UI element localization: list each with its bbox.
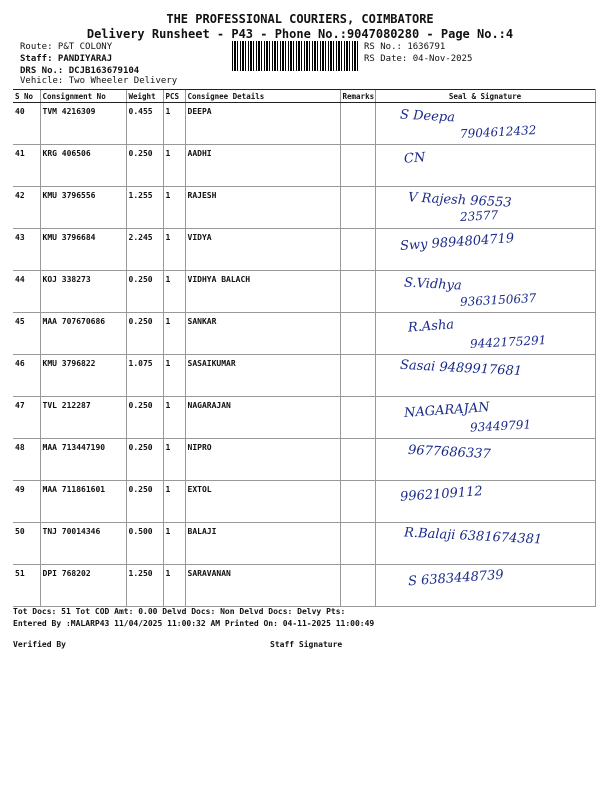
row-consignee: DEEPA (185, 103, 340, 145)
row-sno: 47 (13, 397, 40, 439)
rs-no-label: RS No.: 1636791 (364, 42, 446, 52)
row-consignment: TVM 4216309 (40, 103, 126, 145)
row-weight: 0.500 (126, 523, 163, 565)
row-sno: 49 (13, 481, 40, 523)
handwritten-signature: S.Vidhya (403, 275, 463, 294)
runsheet-title: Delivery Runsheet - P43 - Phone No.:9047080280 - Page No.:4 (86, 27, 514, 41)
row-consignee: EXTOL (185, 481, 340, 523)
handwritten-signature: 9962109112 (399, 484, 484, 505)
row-sno: 40 (13, 103, 40, 145)
row-pcs: 1 (163, 313, 185, 355)
row-pcs: 1 (163, 103, 185, 145)
row-pcs: 1 (163, 481, 185, 523)
row-sno: 43 (13, 229, 40, 271)
rs-date-label: RS Date: 04-Nov-2025 (364, 54, 473, 64)
row-pcs: 1 (163, 145, 185, 187)
row-consignment: DPI 768202 (40, 565, 126, 607)
row-remarks (340, 271, 375, 313)
row-consignee: RAJESH (185, 187, 340, 229)
row-consignee: SARAVANAN (185, 565, 340, 607)
row-pcs: 1 (163, 187, 185, 229)
row-weight: 0.250 (126, 439, 163, 481)
row-weight: 1.075 (126, 355, 163, 397)
row-remarks (340, 355, 375, 397)
row-consignee: AADHI (185, 145, 340, 187)
handwritten-phone: 7904612432 (459, 123, 537, 141)
row-sno: 50 (13, 523, 40, 565)
handwritten-signature: CN (403, 150, 426, 167)
row-remarks (340, 523, 375, 565)
table-row (13, 439, 595, 481)
row-sno: 51 (13, 565, 40, 607)
row-consignment: KRG 406506 (40, 145, 126, 187)
row-consignee: SANKAR (185, 313, 340, 355)
totals-line: Tot Docs: 51 Tot COD Amt: 0.00 Delvd Docs: Non Delvd Docs: Delvy Pts: (13, 607, 346, 616)
row-consignment: MAA 711861601 (40, 481, 126, 523)
col-sno: S No (13, 90, 40, 103)
handwritten-phone: 23577 (459, 208, 499, 224)
row-consignee: BALAJI (185, 523, 340, 565)
row-remarks (340, 481, 375, 523)
handwritten-phone: 9442175291 (469, 333, 547, 351)
handwritten-signature: R.Balaji 6381674381 (403, 525, 543, 548)
row-sno: 48 (13, 439, 40, 481)
col-remarks: Remarks (340, 90, 375, 103)
verified-by-label: Verified By (13, 640, 66, 649)
col-weight: Weight (126, 90, 163, 103)
row-remarks (340, 439, 375, 481)
table-row (13, 565, 595, 607)
handwritten-signature: V Rajesh 96553 (407, 190, 512, 211)
row-pcs: 1 (163, 439, 185, 481)
row-weight: 0.250 (126, 313, 163, 355)
row-weight: 0.250 (126, 271, 163, 313)
handwritten-phone: 9363150637 (459, 291, 537, 309)
company-title: THE PROFESSIONAL COURIERS, COIMBATORE (166, 12, 434, 26)
row-consignment: KOJ 338273 (40, 271, 126, 313)
handwritten-phone: 93449791 (469, 417, 532, 435)
row-sno: 41 (13, 145, 40, 187)
handwritten-signature: Swy 9894804719 (399, 231, 515, 254)
row-weight: 1.255 (126, 187, 163, 229)
row-weight: 0.455 (126, 103, 163, 145)
row-consignment: MAA 713447190 (40, 439, 126, 481)
col-pcs: PCS (163, 90, 185, 103)
row-consignee: SASAIKUMAR (185, 355, 340, 397)
row-weight: 0.250 (126, 481, 163, 523)
table-row (13, 145, 595, 187)
staff-signature-label: Staff Signature (270, 640, 343, 649)
vehicle-label: Vehicle: Two Wheeler Delivery (20, 76, 178, 86)
row-pcs: 1 (163, 565, 185, 607)
handwritten-signature: S 6383448739 (407, 567, 505, 590)
row-pcs: 1 (163, 397, 185, 439)
row-consignment: KMU 3796684 (40, 229, 126, 271)
row-consignment: KMU 3796822 (40, 355, 126, 397)
row-pcs: 1 (163, 355, 185, 397)
row-sno: 45 (13, 313, 40, 355)
row-sno: 42 (13, 187, 40, 229)
row-remarks (340, 145, 375, 187)
row-consignee: VIDYA (185, 229, 340, 271)
col-consignment: Consignment No (40, 90, 126, 103)
handwritten-signature: 9677686337 (407, 442, 492, 463)
row-weight: 0.250 (126, 145, 163, 187)
handwritten-signature: R.Asha (407, 317, 455, 336)
table-row (13, 481, 595, 523)
col-seal: Seal & Signature (375, 90, 595, 103)
row-sno: 44 (13, 271, 40, 313)
row-weight: 1.250 (126, 565, 163, 607)
row-weight: 0.250 (126, 397, 163, 439)
row-remarks (340, 103, 375, 145)
handwritten-signature: NAGARAJAN (403, 400, 491, 421)
row-consignee: VIDHYA BALACH (185, 271, 340, 313)
row-consignment: MAA 707670686 (40, 313, 126, 355)
staff-label: Staff: PANDIYARAJ (20, 54, 113, 64)
row-weight: 2.245 (126, 229, 163, 271)
row-remarks (340, 229, 375, 271)
row-consignment: TVL 212287 (40, 397, 126, 439)
row-consignee: NIPRO (185, 439, 340, 481)
row-remarks (340, 187, 375, 229)
row-consignee: NAGARAJAN (185, 397, 340, 439)
row-remarks (340, 565, 375, 607)
row-pcs: 1 (163, 271, 185, 313)
entered-by-line: Entered By :MALARP43 11/04/2025 11:00:32 AM Printed On: 04-11-2025 11:00:49 (13, 619, 375, 628)
row-remarks (340, 397, 375, 439)
drs-no-label: DRS No.: DCJB163679104 (20, 66, 140, 76)
row-consignment: KMU 3796556 (40, 187, 126, 229)
row-pcs: 1 (163, 523, 185, 565)
row-sno: 46 (13, 355, 40, 397)
handwritten-signature: S Deepa (399, 107, 456, 126)
col-consignee: Consignee Details (185, 90, 340, 103)
row-consignment: TNJ 70014346 (40, 523, 126, 565)
table-header-row (13, 90, 595, 103)
row-remarks (340, 313, 375, 355)
barcode (232, 41, 360, 71)
row-pcs: 1 (163, 229, 185, 271)
route-label: Route: P&T COLONY (20, 42, 113, 52)
handwritten-signature: Sasai 9489917681 (399, 357, 523, 380)
